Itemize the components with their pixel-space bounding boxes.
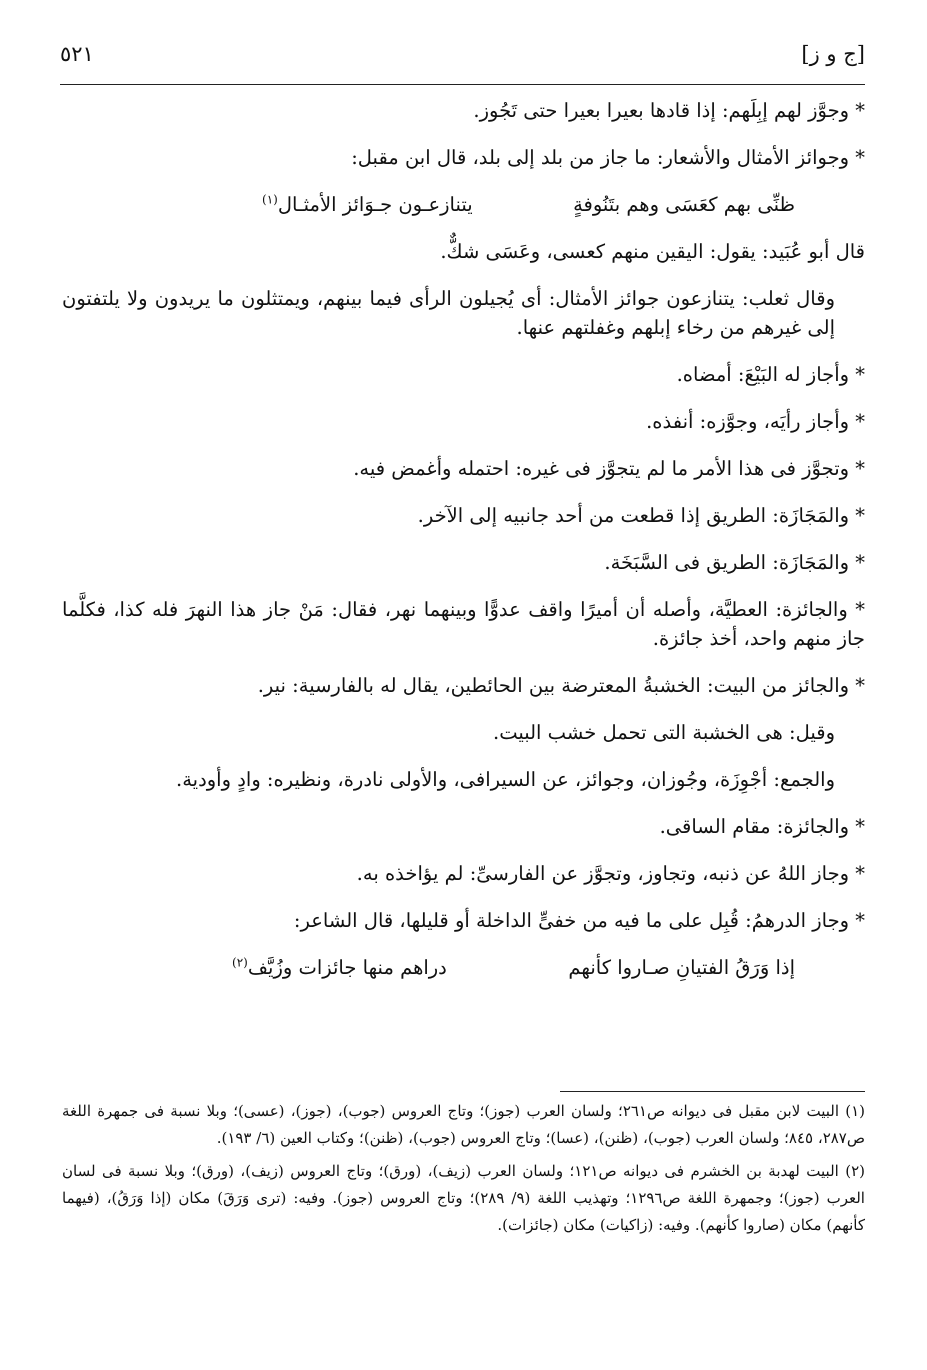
entry-paragraph: * وجاز الدرهمُ: قُبِل على ما فيه من خفىٍّ الداخلة أو قليلها، قال الشاعر:: [293, 909, 865, 932]
root-heading: [ج و ز]: [801, 42, 865, 66]
entry-paragraph: وقيل: هى الخشبة التى تحمل خشب البيت.: [493, 721, 835, 744]
entry-paragraph: والجمع: أجْوِزَة، وجُوزان، وجوائز، عن السيرافى، والأولى نادرة، ونظيره: وادٍ وأودية.: [176, 768, 835, 791]
verse-second-hemistich: يتنازعـون جـوَائز الأمثـال$^{(١)}$: [262, 192, 473, 216]
verse-first-hemistich: إذا وَرَقُ الفتيانِ صـاروا كأنهم: [568, 956, 795, 979]
entry-paragraph: * والمَجَازَة: الطريق فى السَّبَخَة.: [604, 551, 865, 574]
poetry-verse: [62, 190, 865, 219]
footnote-marker: (١): [262, 192, 278, 207]
page-header: [60, 40, 865, 85]
footnote-marker: (٢): [232, 955, 248, 970]
verse-second-hemistich: دراهم منها جائزات وزُيَّف$^{(٢)}$: [232, 955, 447, 979]
footnote: (٢) البيت لهدبة بن الخشرم فى ديوانه ص١٢١؛ ولسان العرب (زيف)، (ورق)؛ وتاج العروس (زيف)، (ورق)؛ وبلا نسبة فى لسان العرب (جوز)؛ وجمهرة اللغة ص١٢٩٦؛ وتهذيب اللغة (٩/ ٢٨٩)؛ وتاج العروس (جوز). وفيه: (ترى وَرَقَ) مكان (إذا وَرَقُ)، (فيهما كأنهم) مكان (صاروا كأنهم). وفيه: (زاكيات) مكان (جائزات).: [62, 1162, 866, 1234]
entry-paragraph: * وجوَّز لهم إبِلَهم: إذا قادها بعيرا بعيرا حتى تَجُوز.: [473, 99, 865, 122]
footnote: (١) البيت لابن مقبل فى ديوانه ص٢٦١؛ ولسان العرب (جوز)؛ وتاج العروس (جوب)، (جوز)، (عسى)؛ وبلا نسبة فى جمهرة اللغة ص٢٨٧، ٨٤٥؛ ولسان العرب (جوب)، (ظنن)، (عسا)؛ وتاج العروس (جوب)، (ظنن)؛ وكتاب العين (٦/ ١٩٣).: [62, 1102, 865, 1147]
entry-paragraph: * والجائزة: مقام الساقى.: [659, 815, 865, 838]
entry-paragraph: وقال ثعلب: يتنازعون جوائز الأمثال: أى يُجيلون الرأى فيما بينهم، ويمتثلون ما يريدون ولا يلتفتون إلى غيرهم من رخاء إبلهم وغفلتهم عنها.: [62, 287, 835, 339]
entry-paragraph: * وأجاز له البَيْعَ: أمضاه.: [676, 363, 865, 386]
entry-paragraph: * وجوائز الأمثال والأشعار: ما جاز من بلد إلى بلد، قال ابن مقبل:: [351, 146, 865, 169]
entry-paragraph: * والجائزة: العطيَّة، وأصله أن أميرًا واقف عدوًّا وبينهما نهر، فقال: مَنْ جاز هذا النهرَ فله كذا، فكلَّما جاز منهم واحد، أخذ جائزة.: [62, 598, 865, 650]
main-text: [62, 96, 865, 1000]
footnote-divider: [560, 1091, 865, 1092]
page-number: ٥٢١: [60, 42, 94, 66]
entry-paragraph: قال أبو عُبَيد: يقول: اليقين منهم كعسى، وعَسَى شكٌّ.: [440, 240, 865, 263]
poetry-verse: [62, 953, 865, 982]
entry-paragraph: * وأجاز رأيَه، وجوَّزه: أنفذه.: [646, 410, 865, 433]
entry-paragraph: * وجاز اللهُ عن ذنبه، وتجاوز، وتجوَّز عن الفارسىِّ: لم يؤاخذه به.: [356, 862, 865, 885]
entry-paragraph: * والجائز من البيت: الخشبةُ المعترضة بين الحائطين، يقال له بالفارسية: نير.: [257, 674, 865, 697]
verse-first-hemistich: ظنِّى بهم كعَسَى وهم بتَنُوفةٍ: [573, 193, 795, 216]
entry-paragraph: * والمَجَازَة: الطريق إذا قطعت من أحد جانبيه إلى الآخر.: [417, 504, 865, 527]
footnotes: [62, 1098, 865, 1245]
entry-paragraph: * وتجوَّز فى هذا الأمر ما لم يتجوَّز فى غيره: احتمله وأغمض فيه.: [353, 457, 865, 480]
